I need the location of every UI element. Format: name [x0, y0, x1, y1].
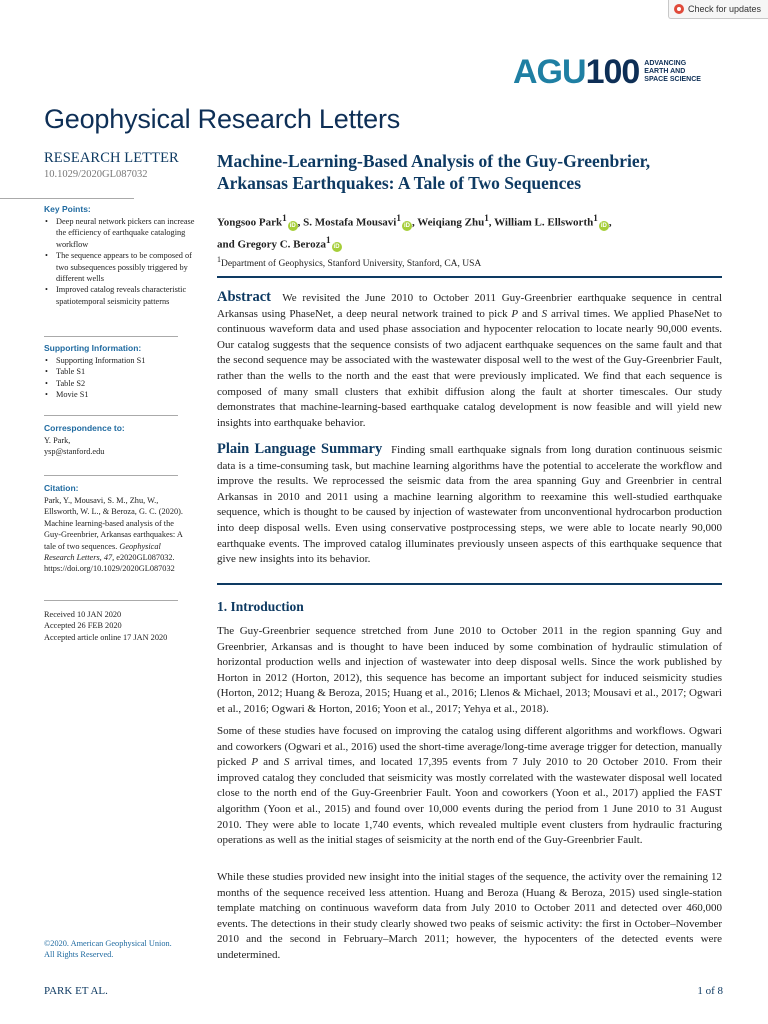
author-name[interactable]: and Gregory C. Beroza: [217, 238, 326, 251]
author-affiliation-sup: 1: [593, 213, 598, 223]
supporting-item[interactable]: • Table S2: [44, 378, 204, 389]
author-separator: ,: [297, 216, 304, 229]
logo-number: 100: [585, 53, 640, 91]
affiliation-text: Department of Geophysics, Stanford University, Stanford, CA, USA: [220, 259, 482, 270]
author-affiliation-sup: 1: [484, 213, 489, 223]
key-points-list: [44, 216, 204, 307]
paragraph-text: Some of these studies have focused on improving the catalog using different algorithms and workflows. Ogwari and coworkers (Ogwari et al., 2016) used the short-time average/long-time average trigger for detection, manually picked: [217, 725, 722, 769]
check-for-updates-label: Check for updates: [688, 4, 762, 14]
page-number: 1 of 8: [697, 985, 723, 997]
accepted-date: Accepted 26 FEB 2020: [44, 621, 122, 631]
correspondence-heading: Correspondence to:: [44, 423, 125, 433]
orcid-icon[interactable]: iD: [289, 222, 296, 229]
orcid-icon[interactable]: iD: [333, 244, 340, 251]
copyright: [44, 938, 204, 961]
supporting-item[interactable]: • Movie S1: [44, 389, 204, 400]
journal-title: Geophysical Research Letters: [44, 104, 401, 134]
logo-tagline-line: EARTH AND: [644, 68, 686, 75]
logo-letters: AGU: [513, 53, 586, 91]
paragraph: While these studies provided new insight into the initial stages of the sequence, the activity over the remaining 12 months of the sequence received less attention. Huang and Beroza (Huang & Beroza, 2015) used single-station template matching on continuous waveform data from July 2010 to October 2011 and detected over 460,000 events. The detections in their study clearly showed two peaks of seismic activity: the first in October–November 2010 and the second in February–March 2011; however, the hypocenters of the detected events were undetermined.: [217, 871, 722, 961]
sidebar-divider: [0, 198, 134, 199]
key-points-heading: Key Points:: [44, 204, 91, 214]
crossmark-icon: [674, 4, 684, 14]
paragraph-text: and: [258, 756, 284, 769]
article-type: RESEARCH LETTER: [44, 150, 179, 166]
correspondence-name: Y. Park,: [44, 436, 71, 445]
logo-tagline: [644, 60, 701, 84]
running-author: PARK ET AL.: [44, 985, 108, 997]
introduction-heading: 1. Introduction: [217, 599, 304, 614]
key-point: • Deep neural network pickers can increase the efficiency of earthquake cataloging workflow: [44, 216, 204, 250]
key-points: [44, 204, 204, 307]
pls-heading: Plain Language Summary: [217, 441, 383, 457]
author-affiliation-sup: 1: [325, 234, 331, 245]
supporting-heading: Supporting Information:: [44, 343, 142, 353]
paragraph-italic: P: [251, 756, 259, 769]
sidebar-divider: [44, 336, 178, 337]
paragraph: The Guy-Greenbrier sequence stretched from June 2010 to October 2011 in the region spanning Guy and Greenbrier, Arkansas and is thought to have been induced by some combination of hydraulic stimulation of horizontal production wells and injection of wastewater into deep disposal wells. Since the work published by Horton in 2012 (Horton, 2012), this sequence has become an important subject for induced seismicity studies (Horton, 2012; Huang & Beroza, 2015; Huang et al., 2016; Llenos & Michael, 2013; Mousavi et al., 2017; Ogwari et al., 2016; Ogwari & Horton, 2016; Yoon et al., 2017; Yehya et al., 2018).: [217, 625, 722, 715]
article-dates: [44, 609, 204, 643]
header-rule: [217, 276, 722, 278]
supporting-item[interactable]: • Supporting Information S1: [44, 355, 204, 366]
citation: [44, 483, 186, 575]
abstract-text: arrival times. We applied PhaseNet to continuous waveform data and used phase association and hypocenter relocation to locate nearly 90,000 events. Our catalog suggests that the sequence consists of two adjacent earthquake sequences on the same fault and that the second sequence may be associated with the wastewater disposal well to the west of the Guy-Greenbrier Fault, rather than the wells to the north and the east that were previously implicated. We find that each sequence is composed of many small clusters that exhibit diffusion along the fault at shorter timescales. Our study demonstrates that machine-learning-based earthquake catalog development is now feasible and will yield new insights into earthquake behavior.: [217, 307, 723, 429]
sidebar-divider: [44, 600, 178, 601]
key-point: • The sequence appears to be composed of two subsequences possibly triggered by different wells: [44, 250, 204, 284]
orcid-icon[interactable]: iD: [600, 222, 607, 229]
author-name[interactable]: William L. Ellsworth: [494, 216, 594, 229]
paragraph: [217, 724, 722, 849]
abstract-text: We revisited the June 2010 to October 2011 Guy-Greenbrier earthquake sequence in central Arkansas using PhaseNet, a deep neural network trained to pick: [217, 292, 722, 320]
logo-tagline-line: ADVANCING: [644, 60, 687, 67]
citation-heading: Citation:: [44, 483, 79, 493]
supporting-item[interactable]: • Table S1: [44, 366, 204, 377]
author-separator: ,: [488, 216, 495, 229]
paragraph-italic: S: [284, 756, 290, 769]
abstract-text: and: [518, 307, 542, 320]
correspondence: [44, 423, 204, 458]
author-affiliation-sup: 1: [396, 213, 401, 223]
author-name[interactable]: Weiqiang Zhu: [417, 216, 485, 229]
key-point: • Improved catalog reveals characteristic spatiotemporal seismicity patterns: [44, 284, 204, 307]
author-name[interactable]: S. Mostafa Mousavi: [303, 216, 397, 229]
sidebar-divider: [44, 415, 178, 416]
author-name[interactable]: Yongsoo Park: [217, 216, 283, 229]
abstract-italic: P: [511, 307, 519, 320]
citation-journal: Geophysical Research Letters, 47,: [44, 541, 161, 563]
check-for-updates-button[interactable]: [668, 0, 768, 19]
correspondence-email[interactable]: ysp@stanford.edu: [44, 447, 105, 457]
author-list: [217, 210, 722, 253]
plain-language-summary: [217, 442, 722, 568]
sidebar-divider: [44, 475, 178, 476]
citation-doi[interactable]: e2020GL087032. https://doi.org/10.1029/2020GL087032: [44, 553, 175, 574]
supporting-information: [44, 343, 204, 401]
section-rule: [217, 583, 722, 585]
copyright-line: All Rights Reserved.: [44, 950, 114, 960]
agu100-logo: [513, 55, 701, 89]
abstract: [217, 290, 722, 431]
doi[interactable]: 10.1029/2020GL087032: [44, 169, 148, 180]
author-separator: ,: [411, 216, 418, 229]
citation-text: [44, 495, 186, 575]
sidebar: [44, 150, 204, 180]
affiliation: [217, 255, 722, 269]
abstract-heading: Abstract: [217, 289, 271, 305]
paragraph-text: arrival times, and located 17,395 events from 7 July 2010 to 20 October 2010. From their improved catalog they concluded that seismicity was mostly correlated with the wastewater disposal well located close to the north end of the Guy-Greenbrier Fault. Yoon and coworkers (Yoon et al., 2017) applied the FAST algorithm (Yoon et al., 2015) and found over 10,000 events during the period from 1 June 2010 to 31 August 2010. They were able to locate 1,740 events, which revealed multiple event clusters from hydraulic fracturing operations as well as the initial stages of seismicity at the north end of the Guy-Greenbrier Fault.: [217, 756, 722, 847]
citation-body: Park, Y., Mousavi, S. M., Zhu, W., Ellsworth, W. L., & Beroza, G. C. (2020). Machine learning-based analysis of the Guy-Greenbrier, Arkansas earthquakes: A tale of two sequences.: [44, 496, 183, 551]
orcid-icon[interactable]: iD: [403, 222, 410, 229]
supporting-list: [44, 355, 204, 401]
copyright-line: ©2020. American Geophysical Union.: [44, 939, 172, 948]
affiliation-sup: 1: [217, 255, 221, 264]
logo-tagline-line: SPACE SCIENCE: [644, 76, 701, 83]
pls-text: Finding small earthquake signals from long duration continuous seismic data is a time-consuming task, but machine learning algorithms have the potential to accelerate the workflow and improve the results. We reprocessed the seismic data from the area spanning Guy and Greenbrier in central Arkansas in 2010 and 2011 using a machine learning algorithm to reexamine this well-studied earthquake sequence, which is thought to be caused by injection of wastewater from unconventional hydrocarbon production into deep disposal wells. Even using conservative postprocessing steps, we were able to locate nearly 90,000 earthquake events. The improved catalog illuminates previously unseen aspects of this earthquake sequence that give new insights into its behavior.: [217, 444, 723, 566]
author-affiliation-sup: 1: [282, 213, 287, 223]
online-date: Accepted article online 17 JAN 2020: [44, 632, 168, 642]
received-date: Received 10 JAN 2020: [44, 610, 122, 619]
abstract-italic: S: [541, 307, 548, 320]
article-title: Machine-Learning-Based Analysis of the Guy-Greenbrier, Arkansas Earthquakes: A Tale of Two Sequences: [217, 151, 651, 193]
author-separator: ,: [608, 216, 612, 229]
